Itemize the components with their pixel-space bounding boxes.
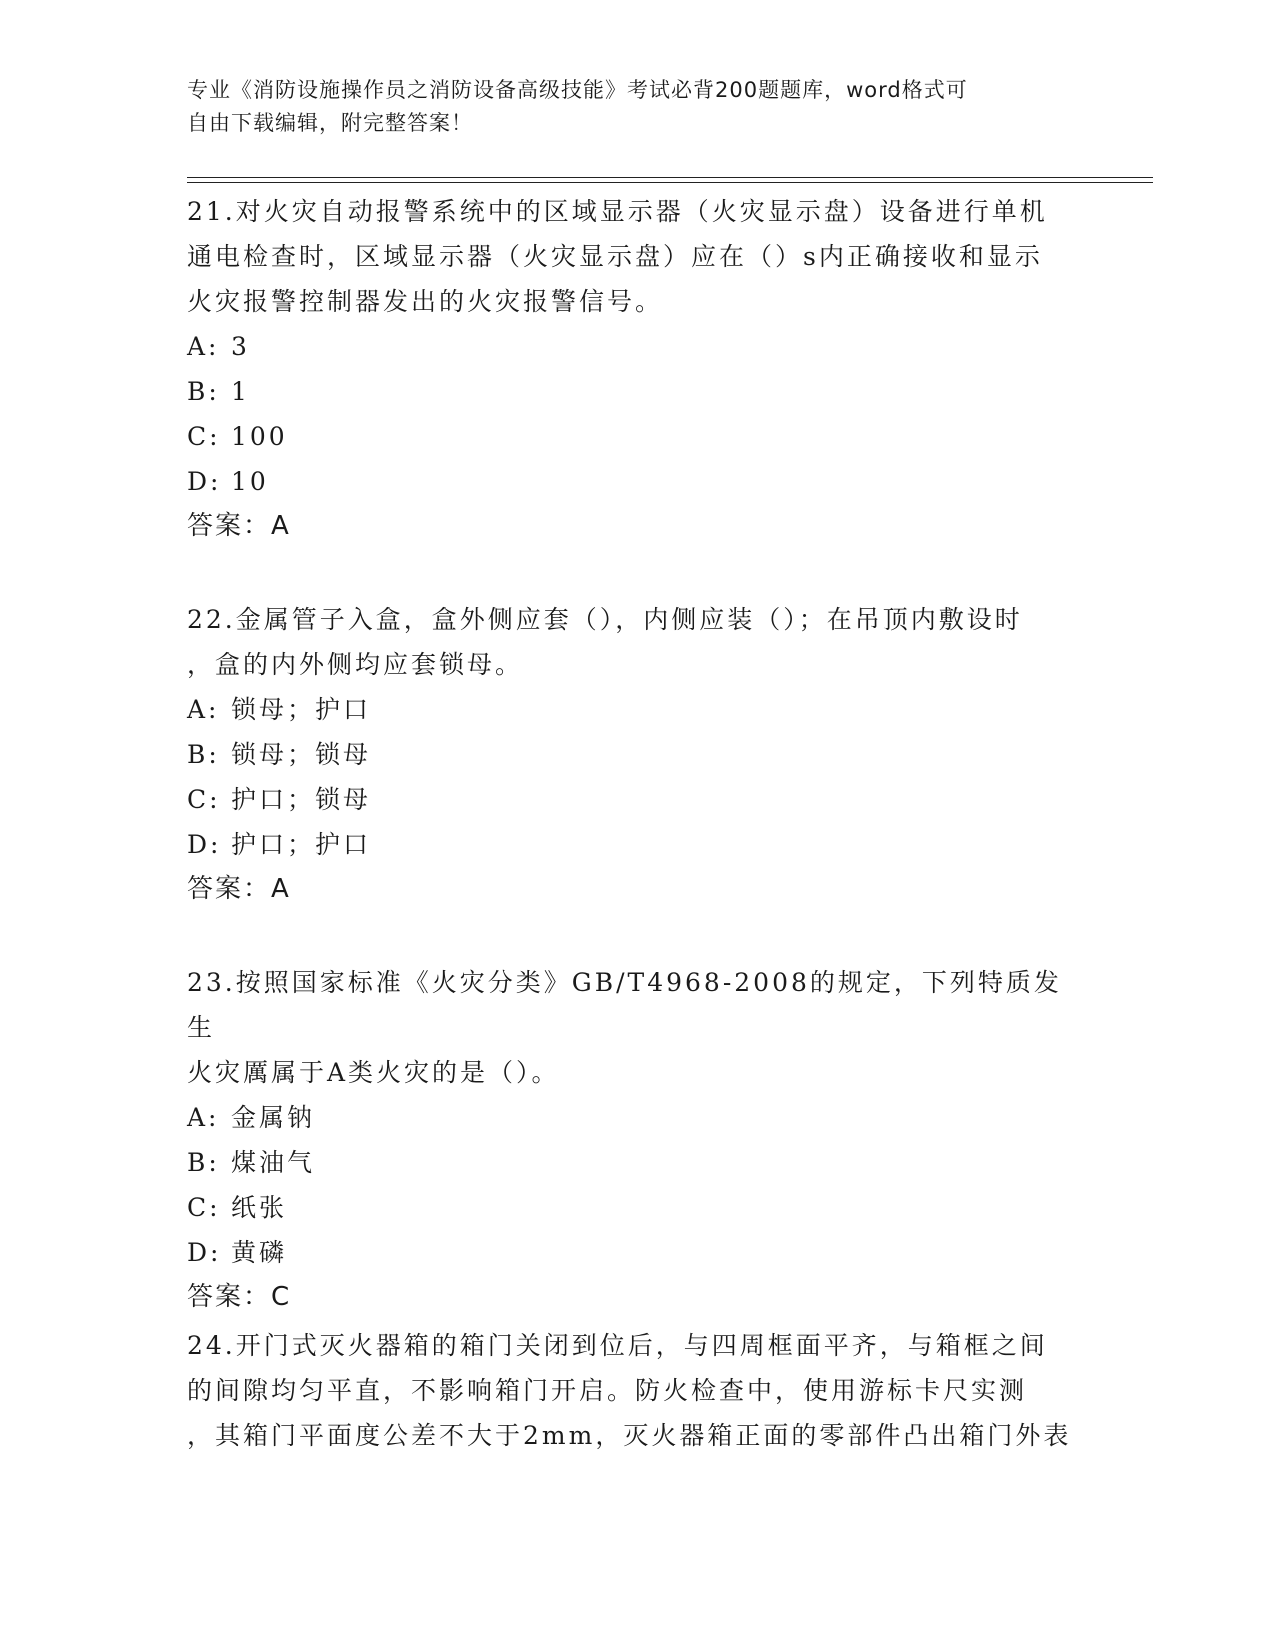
- stem-line: ，其箱门平面度公差不大于2mm，灭火器箱正面的零部件凸出箱门外表: [187, 1421, 1072, 1450]
- option-text: 护口；护口: [231, 830, 372, 859]
- option-c: [187, 1185, 1077, 1230]
- option-text: 锁母；护口: [231, 695, 372, 724]
- option-key: C:: [187, 785, 221, 814]
- answer-line: 答案：C: [187, 1282, 292, 1312]
- option-text: 3: [231, 332, 250, 361]
- option-key: B:: [187, 740, 220, 769]
- question-stem: [187, 597, 1077, 687]
- option-text: 100: [231, 422, 288, 451]
- question-23: [187, 960, 1077, 1320]
- stem-line: 22.金属管子入盒，盒外侧应套（），内侧应装（）；在吊顶内敷设时: [187, 605, 1023, 634]
- option-c: [187, 414, 1077, 459]
- option-text: 金属钠: [231, 1103, 316, 1132]
- option-text: 10: [231, 467, 269, 496]
- stem-line: 火灾报警控制器发出的火灾报警信号。: [187, 287, 664, 316]
- answer-line: 答案：A: [187, 874, 291, 904]
- option-b: [187, 369, 1077, 414]
- option-a: [187, 687, 1077, 732]
- option-text: 黄磷: [231, 1238, 288, 1267]
- option-key: D:: [187, 830, 222, 859]
- option-d: [187, 822, 1077, 867]
- option-d: [187, 459, 1077, 504]
- stem-line: 的间隙均匀平直，不影响箱门开启。防火检查中，使用游标卡尺实测: [187, 1376, 1028, 1405]
- header-line-2: 自由下载编辑，附完整答案！: [187, 111, 473, 135]
- stem-line: 21.对火灾自动报警系统中的区域显示器（火灾显示盘）设备进行单机: [187, 197, 1048, 226]
- option-b: [187, 1140, 1077, 1185]
- option-text: 锁母；锁母: [231, 740, 372, 769]
- option-key: B:: [187, 377, 220, 406]
- header-divider-bottom: [187, 182, 1153, 183]
- option-d: [187, 1230, 1077, 1275]
- question-24: [187, 1323, 1077, 1458]
- stem-line: 24.开门式灭火器箱的箱门关闭到位后，与四周框面平齐，与箱框之间: [187, 1331, 1048, 1360]
- option-text: 纸张: [231, 1193, 288, 1222]
- question-21: [187, 189, 1077, 549]
- question-22: [187, 597, 1077, 912]
- header-line-1: 专业《消防设施操作员之消防设备高级技能》考试必背200题题库，word格式可: [187, 78, 968, 102]
- option-key: A:: [187, 695, 220, 724]
- stem-line: ，盒的内外侧均应套锁母。: [187, 650, 524, 679]
- option-c: [187, 777, 1077, 822]
- option-a: [187, 1095, 1077, 1140]
- answer-line: 答案：A: [187, 511, 291, 541]
- option-text: 1: [231, 377, 250, 406]
- option-text: 护口；锁母: [231, 785, 372, 814]
- option-key: D:: [187, 1238, 222, 1267]
- options-list: [187, 324, 1077, 504]
- option-key: A:: [187, 1103, 220, 1132]
- option-a: [187, 324, 1077, 369]
- options-list: [187, 1095, 1077, 1275]
- option-key: D:: [187, 467, 222, 496]
- option-key: B:: [187, 1148, 220, 1177]
- option-key: C:: [187, 1193, 221, 1222]
- stem-line: 23.按照国家标准《火灾分类》GB/T4968-2008的规定，下列特质发生: [187, 968, 1062, 1042]
- question-stem: [187, 189, 1077, 324]
- document-header: [187, 74, 1067, 140]
- stem-line: 通电检查时，区域显示器（火灾显示盘）应在（）s内正确接收和显示: [187, 242, 1043, 271]
- option-key: C:: [187, 422, 221, 451]
- question-stem: [187, 1323, 1077, 1458]
- option-b: [187, 732, 1077, 777]
- option-text: 煤油气: [231, 1148, 316, 1177]
- option-key: A:: [187, 332, 220, 361]
- stem-line: 火灾厲属于A类火灾的是（）。: [187, 1058, 560, 1087]
- header-divider-top: [187, 177, 1153, 178]
- question-stem: [187, 960, 1077, 1095]
- options-list: [187, 687, 1077, 867]
